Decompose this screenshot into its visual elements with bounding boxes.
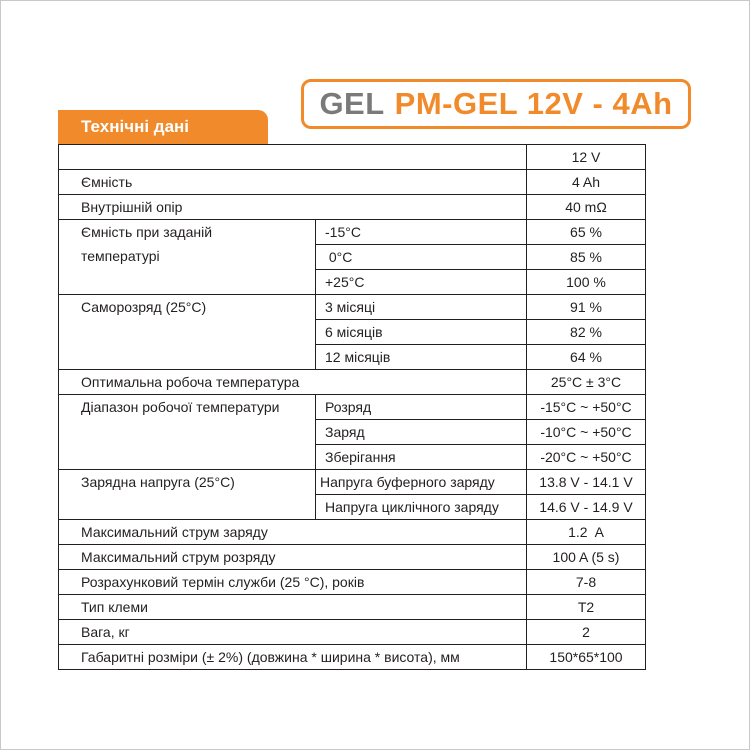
table-row — [59, 595, 646, 620]
temp-capacity-label-line1: Ємність при заданій — [81, 224, 213, 240]
self-discharge-cond: 3 місяці — [316, 295, 527, 320]
operating-range-cond: Зберігання — [316, 445, 527, 470]
table-row — [59, 195, 646, 220]
charge-voltage-value: 13.8 V - 14.1 V — [527, 470, 646, 495]
product-title — [301, 79, 691, 129]
max-charge-current-value: 1.2 A — [527, 520, 646, 545]
self-discharge-value: 91 % — [527, 295, 646, 320]
spec-table — [58, 144, 646, 670]
self-discharge-label: Саморозряд (25°C) — [59, 295, 316, 370]
section-tab: Технічні дані — [58, 110, 268, 144]
capacity-value: 4 Ah — [527, 170, 646, 195]
table-row — [59, 395, 646, 420]
table-row — [59, 645, 646, 670]
temp-capacity-value: 65 % — [527, 220, 646, 245]
charge-voltage-value: 14.6 V - 14.9 V — [527, 495, 646, 520]
max-charge-current-label: Максимальний струм заряду — [59, 520, 527, 545]
temp-capacity-value: 100 % — [527, 270, 646, 295]
self-discharge-cond: 12 місяців — [316, 345, 527, 370]
charge-voltage-cond: Напруга циклічного заряду — [316, 495, 527, 520]
charge-voltage-cond: Напруга буферного заряду — [316, 470, 527, 495]
self-discharge-cond: 6 місяців — [316, 320, 527, 345]
table-row — [59, 470, 646, 495]
table-row — [59, 170, 646, 195]
optimal-temp-value: 25°C ± 3°C — [527, 370, 646, 395]
operating-range-value: -20°C ~ +50°C — [527, 445, 646, 470]
resistance-label: Внутрішній опір — [59, 195, 527, 220]
table-row — [59, 520, 646, 545]
max-discharge-current-label: Максимальний струм розряду — [59, 545, 527, 570]
operating-range-label: Діапазон робочої температури — [59, 395, 316, 470]
voltage-label — [59, 145, 527, 170]
table-row — [59, 145, 646, 170]
table-row — [59, 295, 646, 320]
resistance-value: 40 mΩ — [527, 195, 646, 220]
service-life-label: Розрахунковий термін служби (25 °C), років — [59, 570, 527, 595]
voltage-value: 12 V — [527, 145, 646, 170]
operating-range-cond: Розряд — [316, 395, 527, 420]
operating-range-value: -15°C ~ +50°C — [527, 395, 646, 420]
table-row — [59, 220, 646, 245]
table-row — [59, 570, 646, 595]
title-model: PM-GEL 12V - 4Ah — [394, 86, 673, 121]
temp-capacity-label-line2: температурі — [81, 248, 160, 264]
terminal-value: T2 — [527, 595, 646, 620]
table-row — [59, 545, 646, 570]
dimensions-label: Габаритні розміри (± 2%) (довжина * ширина * висота), мм — [59, 645, 527, 670]
weight-label: Вага, кг — [59, 620, 527, 645]
dimensions-value: 150*65*100 — [527, 645, 646, 670]
temp-capacity-label — [59, 220, 316, 295]
operating-range-cond: Заряд — [316, 420, 527, 445]
terminal-label: Тип клеми — [59, 595, 527, 620]
max-discharge-current-value: 100 A (5 s) — [527, 545, 646, 570]
self-discharge-value: 64 % — [527, 345, 646, 370]
title-gel: GEL — [319, 86, 385, 121]
table-row — [59, 620, 646, 645]
temp-capacity-cond: -15°C — [316, 220, 527, 245]
operating-range-value: -10°C ~ +50°C — [527, 420, 646, 445]
capacity-label: Ємність — [59, 170, 527, 195]
service-life-value: 7-8 — [527, 570, 646, 595]
weight-value: 2 — [527, 620, 646, 645]
temp-capacity-value: 85 % — [527, 245, 646, 270]
self-discharge-value: 82 % — [527, 320, 646, 345]
table-row — [59, 370, 646, 395]
temp-capacity-cond: +25°C — [316, 270, 527, 295]
optimal-temp-label: Оптимальна робоча температура — [59, 370, 527, 395]
charge-voltage-label: Зарядна напруга (25°C) — [59, 470, 316, 520]
temp-capacity-cond: 0°C — [316, 245, 527, 270]
